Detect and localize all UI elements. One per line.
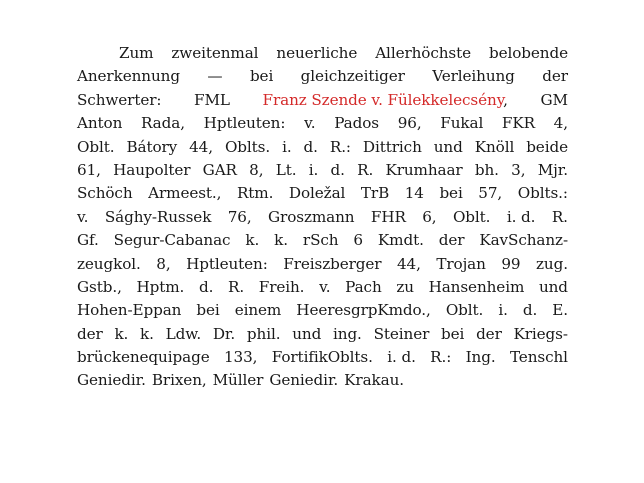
word: Bátory	[126, 137, 178, 156]
word: der	[542, 67, 568, 86]
word: Trojan	[436, 254, 486, 273]
word: R.:	[430, 348, 452, 367]
word: GAR	[202, 160, 237, 179]
text-line-1	[77, 42, 568, 65]
word: Hptm.	[136, 277, 185, 296]
highlighted-name-group	[263, 89, 508, 112]
word: i.	[282, 137, 292, 156]
word: Doležal	[288, 184, 346, 203]
word: Krakau.	[344, 371, 404, 390]
word: der	[476, 324, 502, 343]
word: R.	[228, 277, 245, 296]
word: 44,	[396, 254, 421, 273]
word: Armeest.,	[148, 184, 222, 203]
word: —	[207, 67, 223, 86]
word: Gf.	[77, 231, 99, 250]
word: Hptleuten:	[186, 254, 268, 273]
word: 133,	[223, 348, 258, 367]
text-line-15	[77, 369, 568, 392]
word: i. d.	[387, 348, 416, 367]
word: belobende	[488, 44, 568, 62]
word: Segur-Cabanac	[113, 231, 231, 250]
word: und	[433, 137, 463, 156]
word: Geniedir.	[269, 371, 339, 390]
word: i.	[308, 160, 319, 179]
word: Gstb.,	[77, 277, 122, 296]
word: 61,	[77, 160, 101, 179]
word: Verleihung	[432, 67, 515, 86]
word: und	[292, 324, 322, 343]
word: Geniedir.	[77, 371, 146, 390]
word: v.	[319, 277, 331, 296]
word: Ldw.	[165, 324, 202, 343]
word: Pach	[345, 277, 382, 296]
word: Oblts.	[224, 137, 271, 156]
text-line-9	[77, 229, 568, 252]
text-line-3	[77, 89, 568, 112]
text-line-12	[77, 299, 568, 322]
word: k.	[114, 324, 129, 343]
word: d.	[522, 301, 538, 320]
highlighted-name: Franz Szende v. Fülekkelecsény	[262, 90, 504, 109]
word: Oblt.	[77, 137, 115, 156]
word: Fukal	[440, 114, 484, 133]
word: neuerliche	[276, 44, 358, 62]
word: Hptleuten:	[203, 114, 286, 133]
word: Krumhaar	[385, 160, 463, 179]
word: k.	[274, 231, 288, 250]
text-line-7	[77, 182, 568, 205]
word: Hansenheim	[428, 277, 525, 296]
word: 76,	[227, 207, 252, 226]
word: d.	[303, 137, 318, 156]
word: bh.	[474, 160, 499, 179]
text-line-11	[77, 276, 568, 299]
word: FortifikOblts.	[271, 348, 373, 367]
word: einem	[234, 301, 282, 320]
word: Zum	[119, 44, 154, 62]
word: und	[538, 277, 568, 296]
word: KavSchanz-	[479, 231, 568, 250]
word: 44,	[189, 137, 213, 156]
word: zug.	[536, 254, 568, 273]
word: d.	[330, 160, 345, 179]
word: Haupolter	[113, 160, 191, 179]
word: Pados	[334, 114, 379, 133]
word: bei	[249, 67, 274, 86]
word: zweitenmal	[171, 44, 259, 62]
word: Knöll	[474, 137, 515, 156]
word: phil.	[246, 324, 281, 343]
text-line-2	[77, 65, 568, 88]
text-line-13	[77, 323, 568, 346]
word: i. d.	[506, 207, 536, 226]
word: Oblts.:	[517, 184, 568, 203]
word: 4,	[553, 114, 568, 133]
word: Anerkennung	[77, 67, 180, 86]
word: Brixen,	[151, 371, 207, 390]
word: beide	[526, 137, 568, 156]
word: Lt.	[275, 160, 297, 179]
word: TrB	[360, 184, 390, 203]
word: R.	[551, 207, 568, 226]
word: bei	[196, 301, 220, 320]
word: Schöch	[77, 184, 133, 203]
word: 99	[501, 254, 521, 273]
word: 6,	[422, 207, 437, 226]
word: FKR	[501, 114, 535, 133]
word: Rtm.	[236, 184, 274, 203]
document-page	[77, 42, 568, 393]
word: Steiner	[373, 324, 430, 343]
word: Anton	[77, 114, 123, 133]
word: brückenequipage	[77, 348, 210, 367]
word: Groszmann	[268, 207, 355, 226]
word: Schwerter:	[77, 90, 162, 109]
word: bei	[441, 324, 465, 343]
word: rSch	[302, 231, 339, 250]
word: 3,	[511, 160, 526, 179]
text-line-4	[77, 112, 568, 135]
word: ing.	[333, 324, 362, 343]
word: Oblt.	[452, 207, 491, 226]
word: Freiszberger	[283, 254, 382, 273]
word: gleichzeitiger	[300, 67, 405, 86]
text-line-5	[77, 136, 568, 159]
word: zeugkol.	[77, 254, 141, 273]
word: 96,	[397, 114, 422, 133]
text-line-8	[77, 206, 568, 229]
word: k.	[245, 231, 260, 250]
word: Dittrich	[362, 137, 422, 156]
word: Kmdt.	[377, 231, 424, 250]
word: FML	[194, 90, 230, 109]
word: Allerhöchste	[375, 44, 472, 62]
word: R.:	[329, 137, 351, 156]
word: 14	[404, 184, 424, 203]
text-line-6	[77, 159, 568, 182]
word: Rada,	[141, 114, 185, 133]
word: zu	[396, 277, 414, 296]
text-line-10	[77, 253, 568, 276]
word: k.	[140, 324, 154, 343]
word: bei	[439, 184, 463, 203]
word: 6	[353, 231, 363, 250]
word: Mjr.	[537, 160, 568, 179]
word: Hohen-Eppan	[77, 301, 182, 320]
word: Kriegs-	[513, 324, 568, 343]
word: R.	[357, 160, 374, 179]
word: 8,	[249, 160, 264, 179]
word: GM	[540, 90, 568, 109]
word: Ing.	[465, 348, 496, 367]
word: 57,	[478, 184, 503, 203]
word: FHR	[370, 207, 406, 226]
word: Tenschl	[509, 348, 568, 367]
word: d.	[198, 277, 214, 296]
word: v.	[77, 207, 89, 226]
word: Sághy-Russek	[104, 207, 212, 226]
word: 8,	[156, 254, 171, 273]
word: i.	[498, 301, 508, 320]
word: v.	[304, 114, 316, 133]
word: Dr.	[212, 324, 236, 343]
word: der	[77, 324, 103, 343]
word: HeeresgrpKmdo.,	[296, 301, 431, 320]
word: E.	[552, 301, 568, 320]
word: der	[438, 231, 465, 250]
comma: ,	[503, 90, 508, 109]
word: Oblt.	[445, 301, 484, 320]
text-line-14	[77, 346, 568, 369]
word: Müller	[212, 371, 264, 390]
word: Freih.	[258, 277, 305, 296]
